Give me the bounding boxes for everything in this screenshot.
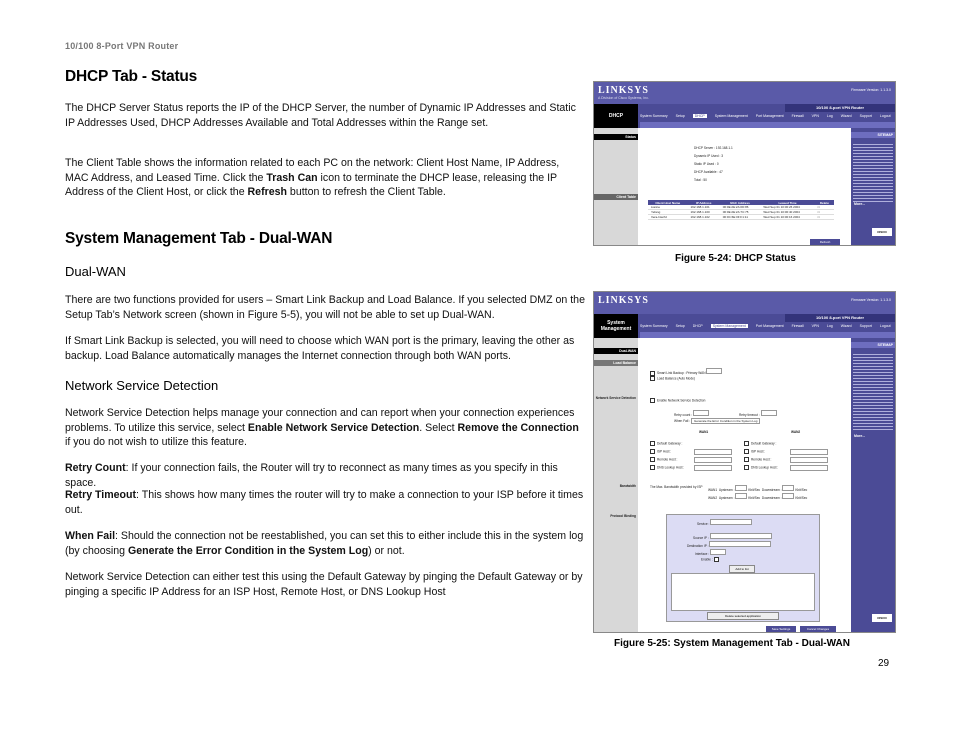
tab-logout[interactable]: Logout [879, 114, 891, 118]
help-sidebar [851, 338, 895, 632]
downstream-label: Downstream : [761, 488, 782, 492]
table-cell: 00:0E:2E:2A:0D:86 [720, 205, 761, 210]
wan2-isp-host[interactable] [744, 449, 765, 454]
text-run: Network Service Detection helps manage your connection and can report when your connection experiences problems. To utilize this service, select [65, 407, 575, 434]
retry-timeout-term: Retry Timeout [65, 489, 137, 501]
tab-firewall[interactable]: Firewall [791, 324, 804, 328]
model-name: 10/100 8-port VPN Router [785, 104, 895, 112]
running-header: 10/100 8-Port VPN Router [65, 41, 179, 51]
field-label: Enable : [701, 557, 713, 562]
option-label: Enable Network Service Detection [657, 398, 706, 403]
linksys-logo: LINKSYS [598, 85, 649, 96]
tab-system-management[interactable]: System Management [714, 114, 748, 118]
wan2-default-gateway[interactable] [744, 441, 776, 446]
kv-value: 50 [703, 178, 707, 182]
retry-timeout-text [65, 488, 585, 517]
dhcp-text-2 [65, 156, 585, 200]
wan2-dns-input[interactable] [790, 465, 828, 471]
unit-label: Kbit/Sec [795, 488, 808, 492]
dhcp-paragraph-1 [65, 101, 585, 130]
help-sidebar [851, 128, 895, 245]
dhcp-text-1: The DHCP Server Status reports the IP of the DHCP Server, the number of Dynamic IP Addresses and Static IP Addresses Used, DHCP Addresses Available and Total Addresses within the Range set. [65, 102, 576, 129]
option-label: DNS Lookup Host : [657, 465, 685, 470]
wan1-upstream-input[interactable] [735, 485, 747, 491]
more-link[interactable]: More... [854, 202, 866, 206]
nsd-text-1 [65, 406, 585, 450]
tab-firewall[interactable]: Firewall [791, 114, 804, 118]
wan1-default-gateway[interactable] [650, 441, 682, 446]
tab-support[interactable]: Support [859, 324, 872, 328]
header-bar [594, 292, 895, 314]
tab-dhcp[interactable]: DHCP [692, 324, 703, 328]
protocol-binding-label: Protocol Binding [610, 514, 636, 518]
wan1-downstream-input[interactable] [782, 485, 794, 491]
checkbox-icon[interactable] [650, 449, 655, 454]
cisco-logo: CISCO [872, 228, 892, 236]
checkbox-icon[interactable] [650, 398, 655, 403]
kv-value: 192.168.1.1 [715, 146, 733, 150]
left-column [594, 338, 638, 632]
kv-value: 0 [716, 162, 719, 166]
unit-label: Kbit/Sec [748, 488, 761, 492]
kv-key: Total : [694, 178, 703, 182]
figure-2-caption: Figure 5-25: System Management Tab - Dual-WAN [614, 638, 850, 649]
wan1-dns-lookup-host[interactable] [650, 465, 684, 470]
section-label: System Management [594, 314, 638, 338]
load-balance-option[interactable] [650, 376, 695, 381]
sitemap-link[interactable]: SITEMAP [851, 132, 895, 138]
smart-link-option[interactable] [650, 368, 722, 376]
tab-vpn[interactable]: VPN [811, 324, 819, 328]
cisco-logo: CISCO [872, 614, 892, 622]
tab-log[interactable]: Log [826, 324, 833, 328]
load-balance-label: Load Balance [594, 360, 638, 366]
dualwan-text-1: There are two functions provided for users – Smart Link Backup and Load Balance. If you selected DMZ on the Setup Tab’s Network screen (shown in Figure 5-5), you will not be able to set up Dual-WAN. [65, 294, 585, 321]
option-label: ISP Host : [657, 449, 672, 454]
text-run: icon to terminate the DHCP lease, releasing the IP Address of the Client Host, or click the [65, 171, 557, 199]
when-fail-text [65, 529, 585, 558]
status-label: Status [594, 134, 638, 140]
dhcp-status-screenshot [593, 81, 896, 246]
field-label: Destination IP : [687, 544, 709, 548]
table-cell: Wed Sep 01 10:00:40 2004 [760, 210, 814, 215]
dhcp-section [65, 68, 585, 86]
nsd-label: Network Service Detection [595, 396, 636, 400]
when-fail-field [674, 418, 760, 424]
source-ip-input[interactable] [710, 533, 772, 539]
checkbox-icon[interactable] [744, 449, 749, 454]
checkbox-icon[interactable] [650, 465, 655, 470]
wan2-dns-lookup-host[interactable] [744, 465, 778, 470]
trash-can-term: Trash Can [266, 171, 318, 184]
wan2-isp-host-input[interactable] [790, 449, 828, 455]
retry-count-field [674, 410, 709, 417]
wan1-dns-input[interactable] [694, 465, 732, 471]
figure-1-caption: Figure 5-24: DHCP Status [675, 253, 796, 264]
header-bar [594, 82, 895, 104]
text-run: : This shows how many times the router will try to make a connection to your ISP before it times out. [65, 489, 584, 516]
tab-wizard[interactable]: Wizard [840, 324, 852, 328]
destination-ip-input[interactable] [709, 541, 771, 547]
trash-can-icon[interactable]: □ [815, 215, 834, 220]
dhcp-available-row [694, 170, 723, 174]
refresh-term: Refresh [247, 186, 287, 199]
table-cell: Lianne [648, 205, 688, 210]
field-label: When Fail : [674, 419, 691, 423]
tab-system-summary[interactable]: System Summary [640, 324, 668, 328]
option-label: DNS Lookup Host : [751, 465, 779, 470]
table-row [648, 215, 834, 220]
field-label: Service : [697, 522, 710, 526]
primary-wan-select[interactable] [706, 368, 722, 374]
firmware-version: Firmware Version: 1.1.3.0 [851, 298, 891, 302]
field-label: Retry count : [674, 413, 693, 417]
field-label: Source IP : [693, 536, 709, 540]
retry-timeout-input[interactable] [761, 410, 777, 416]
left-column [594, 128, 638, 245]
save-settings-button[interactable]: Save Settings [766, 626, 796, 632]
checkbox-icon[interactable] [744, 441, 749, 446]
field-label: Interface : [695, 552, 710, 556]
when-fail-term: When Fail [65, 530, 116, 542]
option-label: Default Gateway : [751, 441, 777, 446]
dhcp-title: DHCP Tab - Status [65, 68, 198, 85]
retry-timeout-field [739, 410, 777, 417]
table-cell: Wed Sep 01 10:00:16 2004 [760, 215, 814, 220]
trash-can-icon[interactable]: □ [815, 210, 834, 215]
option-label: Remote Host : [751, 457, 772, 462]
column-header: Leased Time [760, 200, 814, 205]
wan-label: WAN1 [708, 488, 718, 492]
help-text-lines [853, 352, 893, 432]
checkbox-icon[interactable] [714, 557, 719, 562]
option-label: Load Balance (Auto Mode) [657, 376, 695, 381]
option-label: Remote Host : [657, 457, 678, 462]
help-text-lines [853, 142, 893, 202]
enable-nsd-checkbox[interactable] [650, 398, 705, 403]
kv-key: Static IP Used : [694, 162, 716, 166]
sitemap-link[interactable]: SITEMAP [851, 342, 895, 348]
tab-wizard[interactable]: Wizard [840, 114, 852, 118]
wan1-isp-host[interactable] [650, 449, 671, 454]
kv-key: DHCP Server : [694, 146, 716, 150]
option-label: Default Gateway : [657, 441, 683, 446]
client-table-label: Client Table [594, 194, 638, 200]
dualwan-subheading: Dual-WAN [65, 264, 126, 279]
radio-icon[interactable] [650, 376, 655, 381]
nsd-text-2: Network Service Detection can either test this using the Default Gateway by pinging the Default Gateway or by pinging a specific IP Address for an ISP Host, Remote Host, or DNS Lookup Host [65, 571, 583, 598]
radio-icon[interactable] [650, 371, 655, 376]
text-run: if you do not wish to utilize this feature. [65, 436, 247, 449]
tab-port-management[interactable]: Port Management [755, 114, 784, 118]
generate-error-term: Generate the Error Condition in the System Log [128, 544, 369, 557]
upstream-label: Upstream : [718, 488, 735, 492]
tab-setup[interactable]: Setup [675, 114, 685, 118]
text-run: ) or not. [368, 544, 405, 557]
wan2-remote-host[interactable] [744, 457, 771, 462]
bandwidth-description: The Max. Bandwidth provided by ISP [650, 485, 703, 489]
kv-key: Dynamic IP Used : [694, 154, 721, 158]
column-header: Client Host Name [648, 200, 688, 205]
retry-count-term: Retry Count [65, 462, 126, 474]
logo-subtitle: A Division of Cisco Systems, Inc. [598, 96, 649, 100]
retry-count-text [65, 461, 585, 490]
source-ip-field [693, 533, 772, 540]
table-cell: 192.168.1.100 [688, 210, 720, 215]
text-run: : If your connection fails, the Router will try to reconnect as many times as you specify in this space. [65, 462, 558, 489]
dhcp-paragraph-2 [65, 156, 585, 200]
table-cell: Yefang [648, 210, 688, 215]
wan1-remote-host[interactable] [650, 457, 677, 462]
tab-vpn[interactable]: VPN [811, 114, 819, 118]
add-to-list-button[interactable]: Add to list [729, 565, 755, 573]
destination-ip-field [687, 541, 771, 548]
tab-log[interactable]: Log [826, 114, 833, 118]
sysmgmt-title: System Management Tab - Dual-WAN [65, 230, 333, 247]
service-select[interactable] [710, 519, 752, 525]
dual-wan-screenshot [593, 291, 896, 633]
dualwan-text-2: If Smart Link Backup is selected, you will need to choose which WAN port is the primary, leaving the other as backup. Load Balance automatically manages the Internet connection through both WAN ports. [65, 335, 575, 362]
wan1-remote-host-input[interactable] [694, 457, 732, 463]
text-run: . Select [419, 421, 458, 434]
model-name: 10/100 8-port VPN Router [785, 314, 895, 322]
delete-selected-button[interactable]: Delete selected application [707, 612, 779, 620]
protocol-binding-panel [666, 514, 820, 622]
checkbox-icon[interactable] [744, 457, 749, 462]
table-cell: 00:0E:2E:2A:7C:75 [720, 210, 761, 215]
wan2-upstream-input[interactable] [735, 493, 747, 499]
text-run: The Client Table shows the information related to each PC on the network: Client Host Name, IP Address, MAC Address, and Leased Time. Click the [65, 157, 560, 184]
firmware-version: Firmware Version: 1.1.3.0 [851, 88, 891, 92]
more-link[interactable]: More... [854, 434, 866, 438]
when-fail-select[interactable]: Generate the Error Condition in the System Log [691, 418, 760, 424]
refresh-button[interactable]: Refresh [810, 239, 840, 245]
total-row [694, 178, 707, 182]
upstream-label: Upstream : [718, 496, 735, 500]
retry-count-input[interactable] [693, 410, 709, 416]
wan1-isp-host-input[interactable] [694, 449, 732, 455]
unit-label: Kbit/Sec [795, 496, 808, 500]
interface-select[interactable] [710, 549, 726, 555]
tab-port-management[interactable]: Port Management [755, 324, 784, 328]
bandwidth-label: Bandwidth [619, 484, 636, 488]
nsd-subheading: Network Service Detection [65, 378, 219, 393]
checkbox-icon[interactable] [650, 457, 655, 462]
unit-label: Kbit/Sec [748, 496, 761, 500]
binding-list[interactable] [671, 573, 815, 611]
option-label: Smart Link Backup : Primary WAN [657, 371, 706, 375]
field-label: Retry timeout : [739, 413, 760, 417]
kv-value: 3 [721, 154, 724, 158]
enable-nsd-term: Enable Network Service Detection [247, 421, 420, 434]
static-ip-row [694, 162, 719, 166]
wan2-label: WAN2 [791, 430, 801, 434]
client-table [648, 200, 834, 220]
section-label: DHCP [594, 104, 638, 128]
page-number: 29 [878, 658, 890, 669]
wan1-label: WAN1 [699, 430, 709, 434]
column-header: IP Address [688, 200, 720, 205]
downstream-label: Downstream : [761, 496, 782, 500]
checkbox-icon[interactable] [650, 441, 655, 446]
enable-field [701, 557, 721, 562]
tab-setup[interactable]: Setup [675, 324, 685, 328]
kv-value: 47 [719, 170, 723, 174]
linksys-logo: LINKSYS [598, 295, 649, 306]
text-run: button to refresh the Client Table. [286, 186, 446, 199]
service-field [697, 519, 752, 526]
option-label: ISP Host : [751, 449, 766, 454]
trash-can-icon[interactable]: □ [815, 205, 834, 210]
cancel-changes-button[interactable]: Cancel Changes [800, 626, 836, 632]
kv-key: DHCP Available : [694, 170, 719, 174]
interface-field [695, 549, 726, 556]
tab-support[interactable]: Support [859, 114, 872, 118]
tab-system-management[interactable]: System Management [712, 324, 746, 328]
dynamic-ip-row [694, 154, 723, 158]
wan-label: WAN2 [708, 496, 718, 500]
main-tabs [640, 114, 891, 118]
main-tabs [640, 324, 891, 328]
wan1-bandwidth-row [708, 485, 807, 492]
tab-system-summary[interactable]: System Summary [640, 114, 668, 118]
wan2-bandwidth-row [708, 493, 807, 500]
table-cell: 00:0C:6E:0F:F1:11 [720, 215, 761, 220]
checkbox-icon[interactable] [744, 465, 749, 470]
tab-logout[interactable]: Logout [879, 324, 891, 328]
wan2-downstream-input[interactable] [782, 493, 794, 499]
dhcp-server-row [694, 146, 733, 150]
table-cell: Vera-Interfd [648, 215, 688, 220]
column-header: Delete [815, 200, 834, 205]
dual-wan-label: Dual-WAN [594, 348, 638, 354]
table-cell: 192.168.1.102 [688, 215, 720, 220]
text-run: : Should the connection not be reestablished, you can set this to either include this in the system log (by choosing [65, 530, 584, 557]
table-cell: 192.168.1.101 [688, 205, 720, 210]
wan2-remote-host-input[interactable] [790, 457, 828, 463]
table-cell: Wed Sep 01 10:00:26 2004 [760, 205, 814, 210]
column-header: MAC Address [720, 200, 761, 205]
remove-connection-term: Remove the Connection [457, 421, 579, 434]
tab-dhcp[interactable]: DHCP [694, 114, 705, 118]
